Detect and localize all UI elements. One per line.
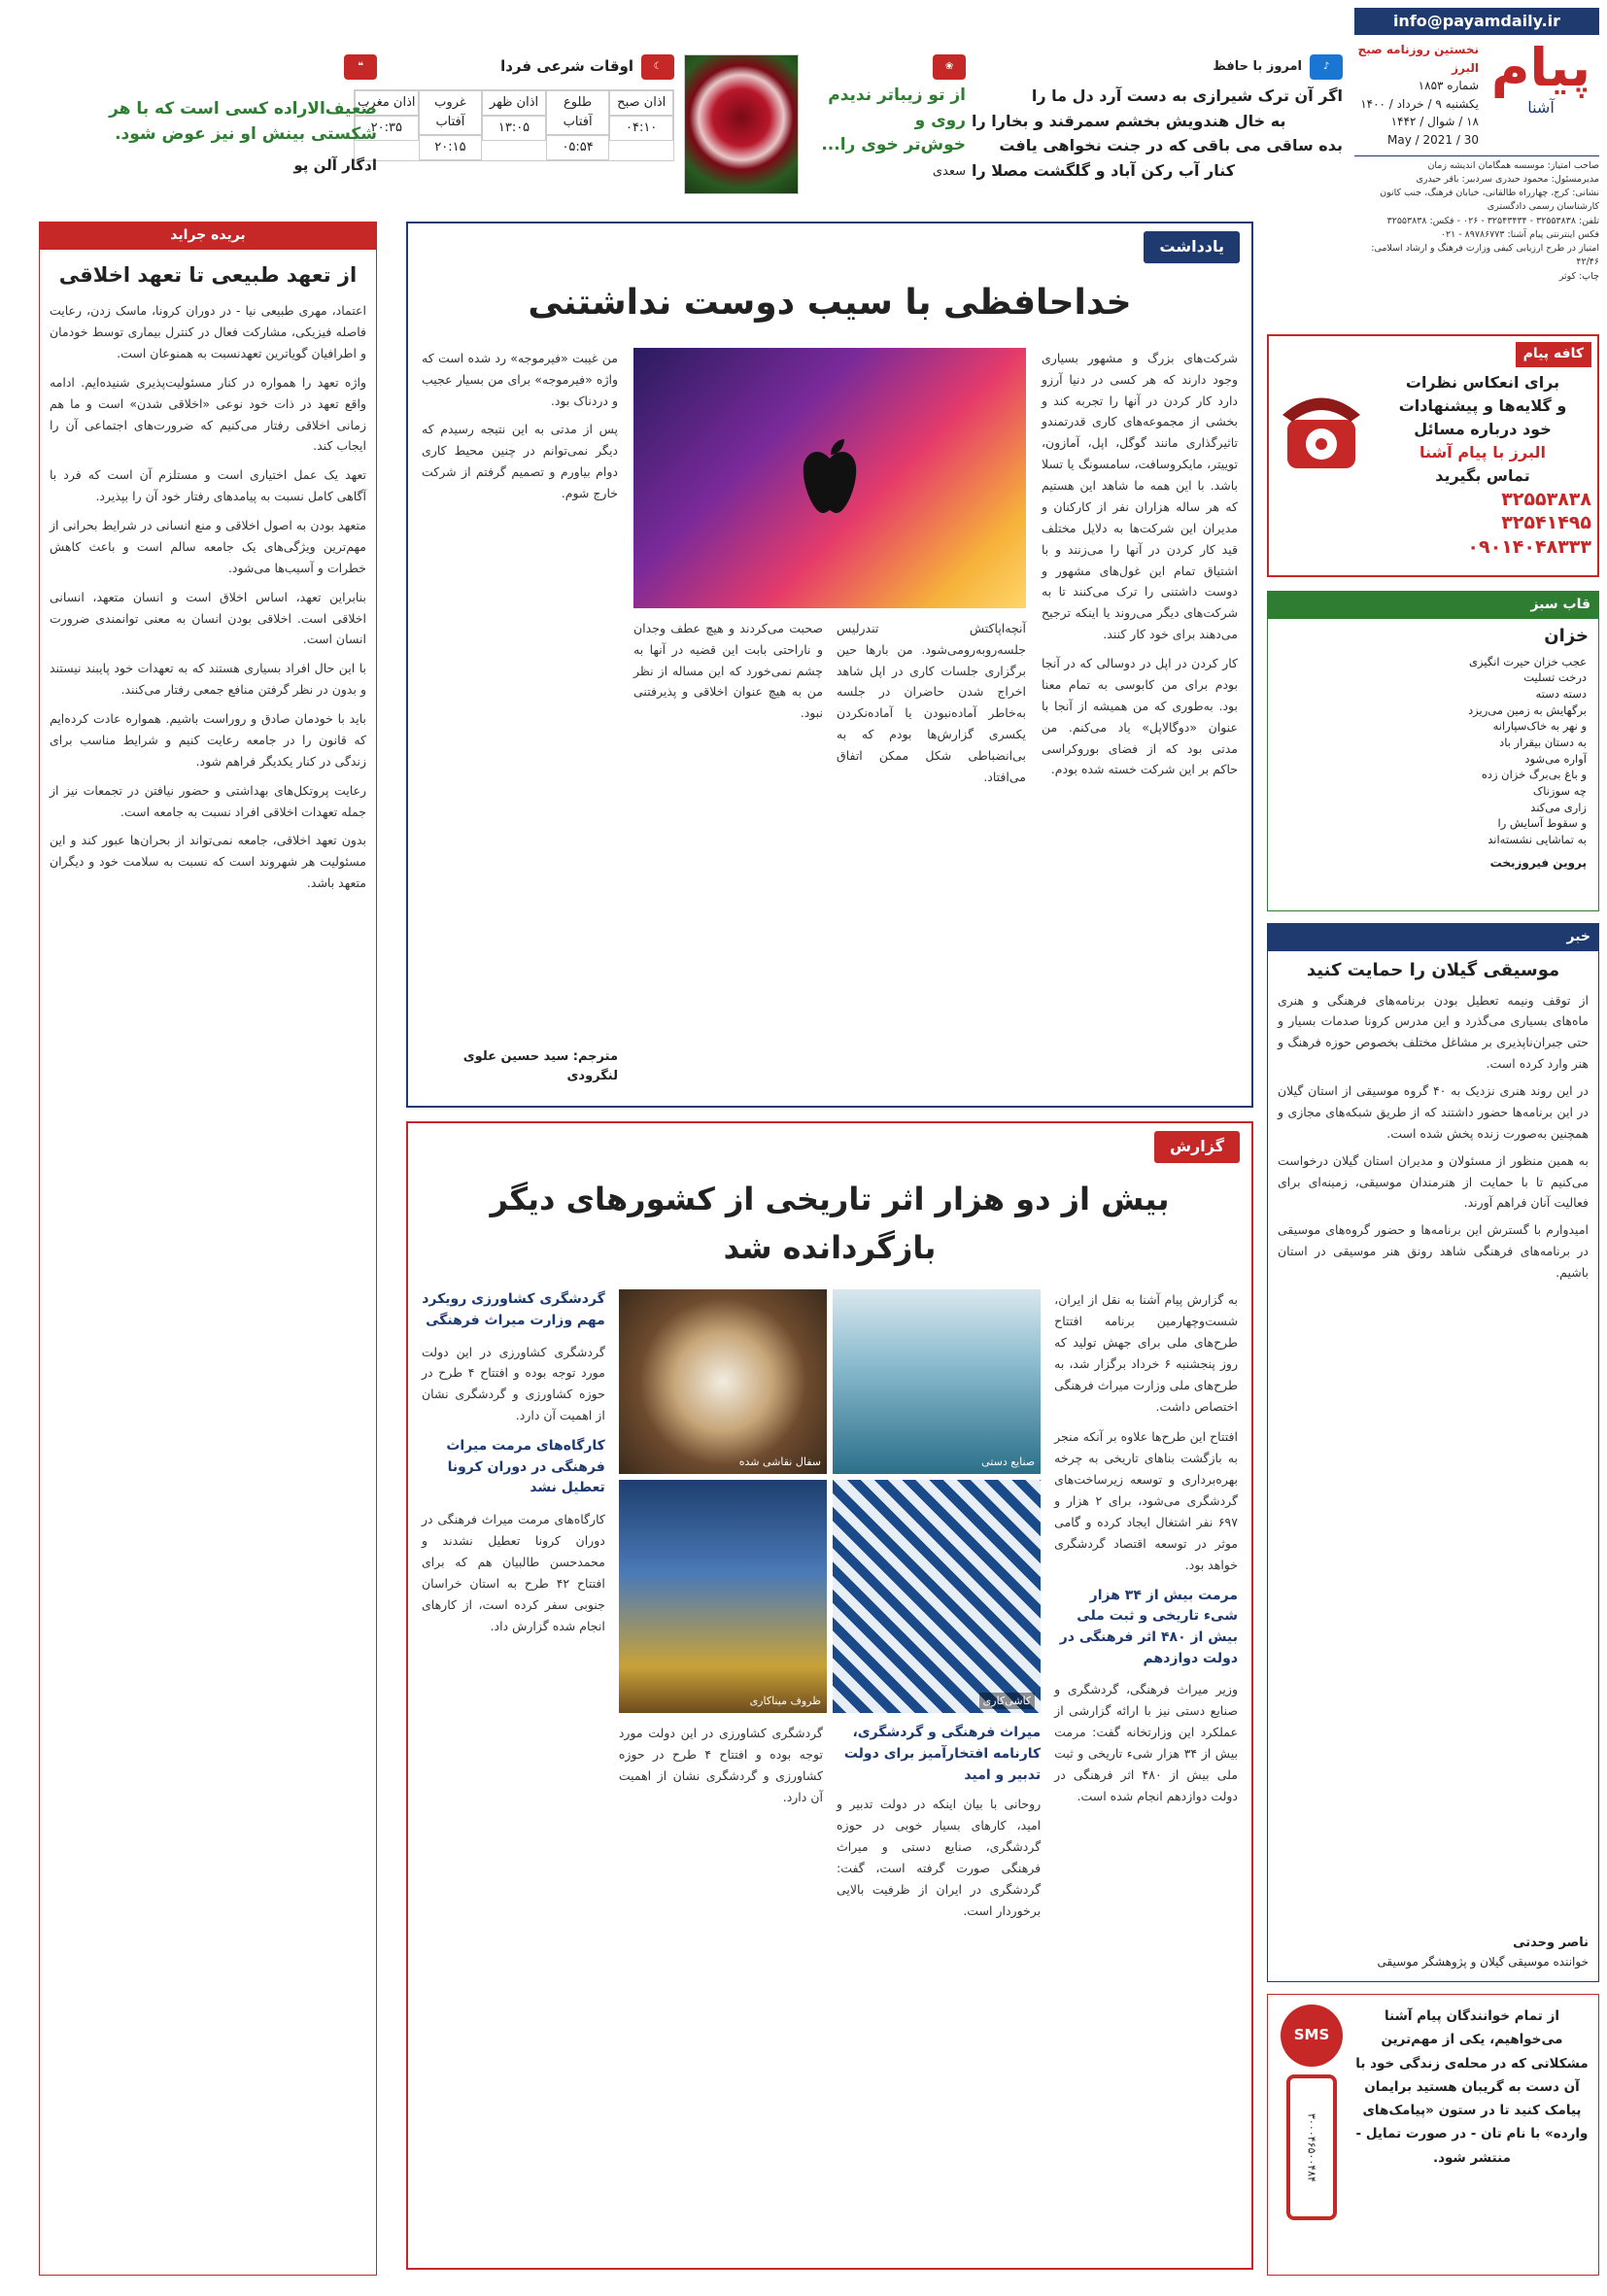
report-photo — [619, 1289, 827, 1474]
masthead-issue: شماره ۱۸۵۳ — [1418, 79, 1479, 93]
clip-paragraph: اعتماد، مهری طبیعی نیا - در دوران کرونا، ماسک زدن، رعایت فاصله فیزیکی، مشارکت فعال در کنترل بیماری توسط خودمان و اطرافیان گویاترین تعهدنسبت به همنوعان است. — [50, 303, 366, 360]
prayer-value: ۱۳:۰۵ — [482, 116, 546, 141]
sms-box — [1267, 1994, 1599, 2276]
phone-icon — [1286, 2074, 1337, 2220]
clip-paragraph: تعهد یک عمل اختیاری است و مستلزم آن است که فرد با آگاهی کامل نسبت به پیامدهای رفتار خود آن را بپذیرد. — [50, 467, 366, 504]
sms-number[interactable]: ۳۰۰۰۴۶۵۰۰۴۸۴ — [1305, 2112, 1318, 2182]
poem-tag: قاب سبز — [1268, 592, 1598, 619]
hafez-verse: به خال هندویش بخشم سمرقند و بخارا را — [972, 111, 1286, 130]
news-author-title: خواننده موسیقی گیلان و پژوهشگر موسیقی — [1377, 1955, 1589, 1970]
prayer-header: اذان صبح — [609, 90, 673, 116]
prayer-header: غروب آفتاب — [419, 90, 483, 135]
cafe-phone[interactable]: ۰۹۰۱۴۰۴۸۳۳۳ — [1467, 536, 1591, 559]
clip-paragraph: با این حال افراد بسیاری هستند که به تعهدات خود پایبند نیستند و بدون در نظر گرفتن منافع جمعی رفتار می‌کنند. — [50, 661, 366, 698]
report-photo — [619, 1480, 827, 1713]
report-photo — [833, 1480, 1041, 1713]
news-paragraph: به همین منظور از مسئولان و مدیران استان گیلان درخواست می‌کنیم تا با حمایت از هنرمندان موسیقی، زمینه‌ای برای فعالیت آنان فراهم آورند. — [1278, 1152, 1589, 1211]
masthead-date-hijri: ۱۸ / شوال / ۱۴۴۲ — [1390, 115, 1479, 129]
report-subhead: میراث فرهنگی و گردشگری، کارنامه افتخارآمیز برای دولت تدبیر و امید — [843, 1725, 1042, 1783]
news-author: ناصر وحدتی — [1513, 1936, 1589, 1951]
prayer-header: طلوع آفتاب — [546, 90, 610, 135]
report-photo-caption: کاشی‌کاری — [979, 1693, 1035, 1709]
masthead-email[interactable]: info@payamdaily.ir — [1354, 8, 1599, 35]
report-photo-caption: ظروف میناکاری — [749, 1695, 821, 1708]
report-photo-caption: صنایع دستی — [981, 1456, 1036, 1469]
hafez-verse: اگر آن ترک شیرازی به دست آرد دل ما را — [1031, 86, 1343, 105]
news-tag: خبر — [1268, 924, 1598, 951]
clip-paragraph: رعایت پروتکل‌های بهداشتی و حضور نیافتن در تجمعات نیز از جمله تعهدات اخلاقی افراد نسبت به جامعه است. — [50, 782, 366, 819]
poem-author: پروین فیروزبخت — [1489, 855, 1587, 870]
note-headline: خداحافظی با سیب دوست نداشتنی — [528, 283, 1132, 323]
cafe-title: کافه پیام — [1516, 342, 1591, 367]
quote-author: ادگار آلن پو — [293, 156, 377, 174]
masthead-date-en: 30 / May / 2021 — [1387, 132, 1479, 147]
report-section — [406, 1121, 1253, 2270]
report-paragraph: روحانی با بیان اینکه در دولت تدبیر و امید، کارهای بسیار خوبی در حوزه گردشگری، صنایع دستی و میراث فرهنگی صورت گرفته است، گفت: گردشگری در ایران از ظرفیت بالایی برخوردار است. — [836, 1797, 1042, 1918]
clip-paragraph: باید با خودمان صادق و روراست باشیم. همواره عادت کرده‌ایم که قانون را در جامعه رعایت کنیم و شرایط مناسب برای زندگی در کنار یکدیگر فراهم شود. — [50, 711, 366, 769]
prayer-header: اذان ظهر — [482, 90, 546, 116]
cafe-line: تماس بگیرید — [1435, 465, 1530, 485]
prayer-icon: ☾ — [641, 54, 674, 80]
clip-tag: بریده جراید — [40, 223, 376, 250]
report-tag: گزارش — [1154, 1131, 1240, 1163]
hafez-label: امروز با حافظ — [1213, 58, 1302, 74]
news-box — [1267, 923, 1599, 1982]
masthead-logo: پیام — [1490, 37, 1591, 98]
quote-box — [39, 54, 377, 190]
clip-paragraph: واژه تعهد را همواره در کنار مسئولیت‌پذیری شنیده‌ایم. ادامه واقع تعهد در ذات خود نوعی «اخلاقی شدن» است و ما هم زمانی اخلاقی رفتار می‌کنیم که ضرورت‌های اجتماعی آن را ایجاب کند. — [50, 374, 366, 454]
report-photo-caption: سفال نقاشی شده — [738, 1456, 821, 1469]
report-photo — [833, 1289, 1041, 1474]
report-paragraph: وزیر میراث فرهنگی، گردشگری و صنایع دستی نیز با ارائه گزارشی از عملکرد این وزارتخانه گفت: مرمت بیش از ۳۴ هزار شیء تاریخی و ثبت ملی بیش از ۴۸۰ اثر فرهنگی در دولت دوازدهم انجام شده است. — [1054, 1682, 1238, 1803]
cafe-line: خود درباره مسائل — [1414, 419, 1552, 438]
prayer-value: ۰۵:۵۴ — [546, 135, 610, 160]
poem-body: عجب خزان حیرت انگیزی درخت تسلیت دسته دسته برگهایش به زمین می‌ریزد و نهر به خاک‌سپارانه به دستان بیقرار باد آواره می‌شود و باغ بی‌برگ خزان زده چه سوزناک زاری می‌کند و سقوط آسایش را به تماشایی نشسته‌اند — [1468, 654, 1587, 846]
flower-quote-box — [684, 54, 966, 198]
report-paragraph: کارگاه‌های مرمت میراث فرهنگی در دوران کرونا تعطیل نشدند و محمدحسن طالبیان هم که برای افتتاح ۴۲ طرح به استان خراسان جنوبی سفر کرده است، از کارهای انجام شده گزارش داد. — [421, 1512, 605, 1633]
flower-quote-icon: ❀ — [933, 54, 966, 80]
report-subhead: گردشگری کشاورزی رویکرد مهم وزارت میراث فرهنگی — [422, 1291, 605, 1328]
clip-section — [39, 222, 377, 2276]
masthead-credits: صاحب امتیاز: موسسه همگامان اندیشه زمان مدیرمسئول: محمود حیدری سردبیر: باقر حیدری نشانی: کرج، چهارراه طالقانی، خیابان فرهنگ، جنب کانون کارشناسان رسمی دادگستری تلفن: ۳۲۵۵۳۸۳۸ - ۳۲۵۴۳۴۳۴ - ۰۲۶ - فکس: ۳۲۵۵۳۸۳۸ فکس اینترنتی پیام آشنا: ۸۹۷۸۶۷۷۳ - ۰۲۱ امتیاز در طرح ارزیابی کیفی وزارت فرهنگ و ارشاد اسلامی: ۴۲/۴۶ چاپ: کوثر — [1354, 155, 1599, 284]
cafe-box — [1267, 334, 1599, 577]
hafez-verse: بده ساقی می باقی که در جنت نخواهی یافت — [999, 136, 1343, 155]
cafe-phone[interactable]: ۳۲۵۴۱۴۹۵ — [1501, 512, 1591, 534]
masthead — [1354, 8, 1599, 338]
report-paragraph: گردشگری کشاورزی در این دولت مورد توجه بوده و افتتاح ۴ طرح در حوزه کشاورزی و گردشگری نشان از اهمیت آن دارد. — [618, 1726, 823, 1804]
report-paragraph: گردشگری کشاورزی در این دولت مورد توجه بوده و افتتاح ۴ طرح در حوزه کشاورزی و گردشگری نشان از اهمیت آن دارد. — [421, 1344, 605, 1423]
prayer-value: ۲۰:۱۵ — [419, 135, 483, 160]
poem-title: خزان — [1544, 625, 1589, 646]
flower-quote-author: سعدی — [932, 163, 966, 179]
clip-paragraph: بنابراین تعهد، اساس اخلاق است و انسان متعهد، انسانی اخلاقی است. اخلاقی بودن انسان به معنی توانمندی ضرورت انسان است. — [50, 589, 366, 647]
flower-quote-line: از تو زیباتر ندیدم — [828, 86, 966, 105]
note-paragraph: پس از مدتی به این نتیجه رسیدم که دیگر نمی‌توانم در چنین محیط کاری دوام بیاورم و تصمیم گرفتم از شرکت خارج شوم. — [422, 422, 618, 501]
prayer-header: اذان مغرب — [355, 90, 419, 116]
note-paragraph: آنچه‌اپاکتش تندرلیس جلسه‌روبه‌رومی‌شود. من بارها حین برگزاری جلسات کاری در اپل شاهد اخراج شدن حاضران در جلسه به‌خاطر آماده‌نبودن یا آماده‌نکردن یکسری گزارش‌ها بودم که به بی‌انضباطی شکل ممکن اتفاق می‌افتاد. — [837, 620, 1026, 784]
cafe-line: برای انعکاس نظرات — [1405, 372, 1560, 392]
flower-quote-line: خوش‌تر خوی را... — [821, 135, 966, 154]
masthead-logo-sub: آشنا — [1527, 97, 1555, 117]
cafe-line: البرز با پیام آشنا — [1419, 442, 1546, 462]
note-section — [406, 222, 1253, 1108]
prayer-value: ۰۴:۱۰ — [609, 116, 673, 141]
report-subhead: مرمت بیش از ۳۴ هزار شیء تاریخی و ثبت ملی بیش از ۴۸۰ اثر فرهنگی در دولت دوازدهم — [1059, 1587, 1238, 1666]
sms-text: از تمام خوانندگان پیام آشنا می‌خواهیم، یکی از مهم‌ترین مشکلاتی که در محله‌ی زندگی خود با آن دست به گریبان هستید برایمان پیامک کنید تا در ستون «پیامک‌های وارده» با نام تان - در صورت تمایل - منتشر شود. — [1355, 2008, 1589, 2166]
prayer-value: ۲۰:۳۵ — [355, 116, 419, 141]
note-translator: مترجم: سید حسین علوی لنگرودی — [462, 1048, 618, 1083]
news-headline: موسیقی گیلان را حمایت کنید — [1306, 959, 1560, 980]
apple-image — [633, 348, 1026, 608]
hafez-verse: کنار آب رکن آباد و گلگشت مصلا را — [972, 160, 1236, 180]
clip-paragraph: بدون تعهد اخلاقی، جامعه نمی‌تواند از بحران‌ها عبور کند و این مسئولیت هر شهروند است که نسبت به سلامت خود و دیگران متعهد باشد. — [50, 833, 366, 891]
report-subhead: کارگاه‌های مرمت میراث فرهنگی در دوران کرونا تعطیل نشد — [446, 1438, 605, 1496]
news-paragraph: از توقف ونیمه تعطیل بودن برنامه‌های فرهنگی و هنری ماه‌های بسیاری می‌گذرد و این مدرس کرونا صدمات بسیار و حتی جبران‌ناپذیری بر مشاغل مختلف بخصوص حوزه فرهنگ و هنر وارد کرده است. — [1278, 992, 1589, 1072]
telephone-icon — [1275, 371, 1368, 488]
prayer-times-title: اوقات شرعی فردا — [500, 57, 633, 76]
note-tag: یادداشت — [1144, 231, 1240, 263]
poem-box — [1267, 591, 1599, 911]
clip-headline: از تعهد طبیعی تا تعهد اخلاقی — [58, 262, 358, 287]
hafez-box — [972, 54, 1343, 198]
quote-text: ضعیف‌الاراده کسی است که با هر شکستی بینش او نیز عوض شود. — [109, 99, 377, 144]
cafe-line: و گلایه‌ها و پیشنهادات — [1398, 395, 1567, 415]
note-paragraph: شرکت‌های بزرگ و مشهور بسیاری وجود دارند که هر کسی در دنیا آرزو دارد کار کردن در آنها را تجربه کند و بخشی از مجموعه‌های کاری قدرتمندو تاثیرگذاری مانند گوگل، اپل، آمازون، توییتر، مایکروسافت، سامسونگ یا تسلا باشد. با این همه ما شاهد این هستیم که هر ساله هزاران نفر از کارکنان و مدیران این شرکت‌ها به دلایل مختلف قید کار کردن در آنها را می‌زنند و با اشتیاق تمام این غول‌های مشهور و دوست داشتنی را ترک می‌کنند تا به شرکت‌های دیگر می‌روند یا اینکه ترجیح می‌دهند برای خود کار کنند. — [1042, 350, 1238, 642]
report-paragraph: به گزارش پیام آشنا به نقل از ایران، شست‌وچهارمین برنامه افتتاح طرح‌های ملی برای جهش تولید که روز پنجشنبه ۶ خرداد برگزار شد، به طرح‌های ملی وزارت میراث فرهنگی اختصاص داشت. — [1054, 1292, 1238, 1414]
report-photo-grid — [619, 1289, 1041, 1713]
sms-icon: SMS — [1281, 2005, 1343, 2067]
flower-quote-line: روی و — [914, 110, 966, 130]
hafez-icon: ♪ — [1310, 54, 1343, 80]
report-paragraph: افتتاح این طرح‌ها علاوه بر آنکه منجر به بازگشت بناهای تاریخی به چرخه بهره‌برداری و توسعه زیرساخت‌های گردشگری می‌شود، برای ۲ هزار و ۶۹۷ نفر اشتغال ایجاد کرده و گامی موثر در توسعه اقتصاد گردشگری خواهد بود. — [1054, 1429, 1239, 1572]
cafe-phone[interactable]: ۳۲۵۵۳۸۳۸ — [1501, 488, 1591, 510]
note-paragraph: من غیبت «فیرموجه» رد شده است که واژه «فیرموجه» برای من بسیار عجیب و دردناک بود. — [422, 350, 618, 408]
masthead-date-fa: یکشنبه ۹ / خرداد / ۱۴۰۰ — [1360, 96, 1479, 111]
report-headline: بیش از دو هزار اثر تاریخی از کشورهای دیگر بازگردانده شد — [490, 1181, 1170, 1266]
masthead-tagline: نخستین روزنامه صبح البرز — [1357, 43, 1479, 75]
flower-photo — [684, 54, 799, 194]
quote-icon: ❝ — [344, 54, 377, 80]
note-paragraph: کار کردن در اپل در دوسالی که در آنجا بودم برای من کابوسی به تمام معنا بود. به‌طوری که من همیشه از آنجا با عنوان «دوگالاپل» یاد می‌کنم. من مدتی بود که از فضای بوروکراسی حاکم بر این شرکت خسته شده بودم. — [1042, 656, 1238, 777]
news-paragraph: در این روند هنری نزدیک به ۴۰ گروه موسیقی از استان گیلان در این برنامه‌ها حضور داشتند که از طریق شبکه‌های مجازی و همچنین به‌صورت زنده پخش شده است. — [1278, 1083, 1589, 1141]
apple-logo-icon — [796, 437, 864, 519]
clip-paragraph: متعهد بودن به اصول اخلاقی و منع انسانی در شرایط بحرانی از مهم‌ترین ویژگی‌های یک جامعه سالم است و باعث کاهش خطرات و آسیب‌ها می‌شود. — [50, 518, 366, 575]
news-paragraph: امیدوارم با گسترش این برنامه‌ها و حضور گروه‌های موسیقی در برنامه‌های فرهنگی شاهد رونق هنر موسیقی در استان باشیم. — [1278, 1222, 1589, 1281]
note-paragraph: صحبت می‌کردند و هیچ عطف وجدان و ناراحتی بابت این قضیه در آنها به چشم نمی‌خورد که این مساله از نظر من به هیچ عنوان اخلاقی و پذیرفتنی نبود. — [633, 620, 823, 721]
prayer-times-box — [354, 54, 674, 171]
